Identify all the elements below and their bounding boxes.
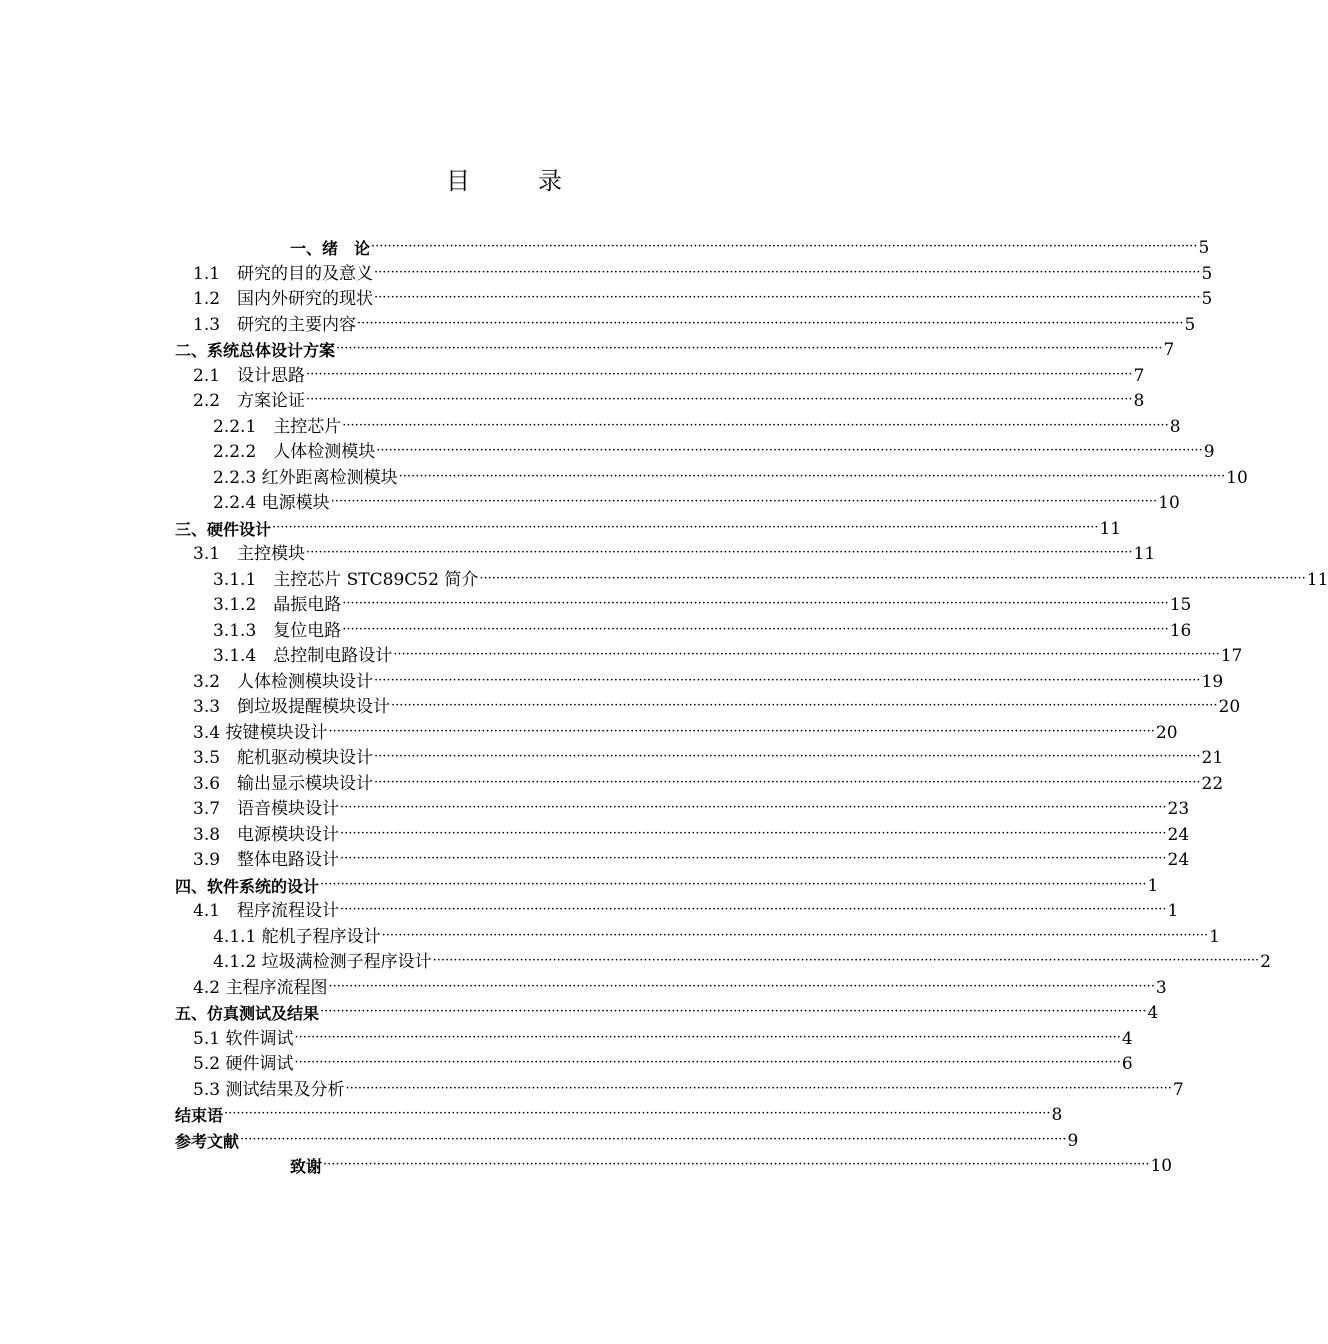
toc-entry-label: 二、系统总体设计方案 bbox=[175, 341, 336, 360]
toc-entry-page-number: 19 bbox=[1201, 671, 1224, 692]
toc-leader-dots: ········································································································································································································ bbox=[294, 1029, 1121, 1045]
toc-entry[interactable] bbox=[213, 440, 1215, 465]
toc-leader-dots: ········································································································································································································ bbox=[342, 596, 1169, 611]
toc-entry[interactable] bbox=[193, 364, 1145, 389]
toc-entry[interactable] bbox=[213, 950, 1271, 975]
toc-entry[interactable] bbox=[193, 542, 1156, 567]
toc-entry-label: 2.1 设计思路 bbox=[193, 365, 306, 386]
toc-leader-dots: ········································································································································································································ bbox=[374, 774, 1201, 790]
toc-leader-dots: ········································································································································································································ bbox=[342, 621, 1169, 637]
toc-entry-label: 结束语 bbox=[175, 1106, 224, 1125]
toc-leader-dots: ········································································································································································································ bbox=[340, 800, 1167, 815]
toc-leader-dots: ········································································································································································································ bbox=[328, 978, 1155, 994]
toc-entry[interactable] bbox=[193, 746, 1224, 771]
toc-entry-label: 3.7 语音模块设计 bbox=[193, 799, 340, 819]
toc-leader-dots: ········································································································································································································ bbox=[306, 366, 1133, 382]
toc-entry-label: 4.1.2 垃圾满检测子程序设计 bbox=[213, 952, 432, 972]
toc-entry-page-number: 2 bbox=[1260, 952, 1271, 972]
toc-entry-page-number: 11 bbox=[1133, 544, 1156, 564]
toc-leader-dots: ········································································································································································································ bbox=[371, 239, 1198, 254]
toc-entry-page-number: 24 bbox=[1167, 824, 1190, 845]
toc-entry-page-number: 23 bbox=[1167, 799, 1190, 819]
toc-entry-page-number: 8 bbox=[1133, 391, 1145, 411]
toc-entry[interactable] bbox=[175, 1129, 1079, 1154]
toc-leader-dots: ········································································································································································································ bbox=[381, 927, 1209, 943]
toc-entry-label: 3.1.1 主控芯片 STC89C52 简介 bbox=[213, 569, 479, 590]
toc-leader-dots: ········································································································································································································ bbox=[306, 545, 1133, 560]
toc-entry-label: 2.2.1 主控芯片 bbox=[213, 416, 342, 437]
toc-entry[interactable] bbox=[175, 1103, 1063, 1128]
toc-entry[interactable] bbox=[193, 695, 1241, 720]
toc-entry-page-number: 1 bbox=[1147, 875, 1159, 896]
toc-leader-dots: ········································································································································································································ bbox=[342, 417, 1169, 433]
toc-entry[interactable] bbox=[175, 517, 1122, 542]
toc-entry-label: 4.1.1 舵机子程序设计 bbox=[213, 926, 381, 947]
toc-entry-page-number: 9 bbox=[1203, 442, 1215, 462]
toc-entry-page-number: 1 bbox=[1209, 926, 1220, 947]
toc-entry-label: 3.1.3 复位电路 bbox=[213, 620, 342, 641]
toc-entry-page-number: 5 bbox=[1184, 314, 1196, 335]
toc-entry[interactable] bbox=[193, 721, 1178, 746]
toc-entry-page-number: 10 bbox=[1150, 1156, 1173, 1176]
toc-entry[interactable] bbox=[193, 670, 1224, 695]
toc-leader-dots: ········································································································································································································ bbox=[224, 1106, 1051, 1121]
toc-entry-label: 5.3 测试结果及分析 bbox=[193, 1079, 345, 1100]
toc-leader-dots: ········································································································································································································ bbox=[393, 647, 1220, 662]
toc-entry[interactable] bbox=[193, 313, 1196, 338]
toc-entry-label: 3.1.4 总控制电路设计 bbox=[213, 646, 393, 666]
toc-entry-page-number: 5 bbox=[1198, 238, 1210, 258]
toc-leader-dots: ········································································································································································································ bbox=[320, 876, 1147, 892]
toc-entry-page-number: 10 bbox=[1226, 467, 1248, 488]
toc-leader-dots: ········································································································································································································ bbox=[432, 953, 1260, 968]
toc-leader-dots: ········································································································································································································ bbox=[398, 468, 1226, 484]
toc-entry-page-number: 11 bbox=[1306, 569, 1328, 590]
toc-entry[interactable] bbox=[213, 644, 1243, 669]
toc-entry[interactable] bbox=[193, 287, 1213, 312]
toc-entry-page-number: 11 bbox=[1099, 518, 1122, 539]
toc-entry-label: 5.2 硬件调试 bbox=[193, 1054, 294, 1074]
toc-leader-dots: ········································································································································································································ bbox=[357, 315, 1184, 331]
toc-entry-page-number: 9 bbox=[1067, 1130, 1079, 1151]
toc-leader-dots: ········································································································································································································ bbox=[336, 341, 1163, 356]
toc-entry-page-number: 4 bbox=[1147, 1003, 1159, 1023]
toc-entry-label: 一、绪 论 bbox=[290, 239, 371, 258]
toc-entry[interactable] bbox=[213, 491, 1180, 516]
toc-entry-label: 3.8 电源模块设计 bbox=[193, 824, 340, 845]
toc-entry-page-number: 7 bbox=[1163, 340, 1175, 360]
toc-leader-dots: ········································································································································································································ bbox=[374, 290, 1201, 305]
toc-entry-label: 5.1 软件调试 bbox=[193, 1028, 294, 1049]
toc-entry-label: 1.1 研究的目的及意义 bbox=[193, 263, 374, 284]
toc-entry[interactable] bbox=[175, 874, 1159, 899]
toc-entry-label: 1.2 国内外研究的现状 bbox=[193, 289, 374, 309]
toc-leader-dots: ········································································································································································································ bbox=[374, 672, 1201, 688]
toc-entry-page-number: 8 bbox=[1051, 1105, 1063, 1125]
toc-entry-page-number: 1 bbox=[1167, 901, 1179, 921]
toc-entry-page-number: 22 bbox=[1201, 773, 1224, 794]
toc-entry-label: 3.2 人体检测模块设计 bbox=[193, 671, 374, 692]
toc-entry-label: 3.3 倒垃圾提醒模块设计 bbox=[193, 697, 391, 717]
toc-entry-page-number: 16 bbox=[1169, 620, 1192, 641]
toc-entry[interactable] bbox=[193, 899, 1179, 924]
toc-leader-dots: ········································································································································································································ bbox=[340, 825, 1167, 841]
toc-entry[interactable] bbox=[290, 236, 1210, 261]
toc-entry[interactable] bbox=[213, 925, 1220, 950]
toc-entry-page-number: 17 bbox=[1220, 646, 1243, 666]
toc-entry-label: 3.9 整体电路设计 bbox=[193, 850, 340, 870]
toc-entry[interactable] bbox=[193, 262, 1213, 287]
toc-entry-label: 3.5 舵机驱动模块设计 bbox=[193, 748, 374, 768]
toc-entry-label: 3.1.2 晶振电路 bbox=[213, 595, 342, 615]
toc-entry-label: 3.6 输出显示模块设计 bbox=[193, 773, 374, 794]
toc-entry[interactable] bbox=[175, 1001, 1159, 1026]
toc-entry[interactable] bbox=[290, 1154, 1173, 1179]
toc-entry[interactable] bbox=[193, 823, 1190, 848]
toc-entry-page-number: 10 bbox=[1158, 493, 1180, 513]
toc-entry[interactable] bbox=[193, 772, 1224, 797]
toc-leader-dots: ········································································································································································································ bbox=[272, 519, 1099, 535]
toc-entry-label: 2.2.2 人体检测模块 bbox=[213, 442, 376, 462]
toc-entry-page-number: 4 bbox=[1121, 1028, 1133, 1049]
toc-leader-dots: ········································································································································································································ bbox=[328, 723, 1155, 739]
page-title: 目 录 bbox=[446, 167, 584, 195]
toc-entry-label: 3.1 主控模块 bbox=[193, 544, 306, 564]
toc-entry-label: 4.2 主程序流程图 bbox=[193, 977, 328, 998]
toc-entry[interactable] bbox=[213, 568, 1328, 593]
toc-entry-label: 致谢 bbox=[290, 1157, 323, 1176]
toc-entry-page-number: 20 bbox=[1218, 697, 1241, 717]
toc-entry-label: 三、硬件设计 bbox=[175, 519, 272, 539]
toc-leader-dots: ········································································································································································································ bbox=[345, 1080, 1172, 1096]
toc-entry-label: 2.2.3 红外距离检测模块 bbox=[213, 467, 398, 488]
toc-leader-dots: ········································································································································································································ bbox=[294, 1055, 1121, 1070]
toc-leader-dots: ········································································································································································································ bbox=[330, 494, 1158, 509]
toc-entry-label: 4.1 程序流程设计 bbox=[193, 901, 340, 921]
toc-entry-page-number: 7 bbox=[1172, 1079, 1184, 1100]
toc-entry-label: 1.3 研究的主要内容 bbox=[193, 314, 357, 335]
toc-entry-page-number: 3 bbox=[1155, 977, 1167, 998]
toc-leader-dots: ········································································································································································································ bbox=[376, 443, 1203, 458]
toc-leader-dots: ········································································································································································································ bbox=[306, 392, 1133, 407]
toc-entry[interactable] bbox=[175, 338, 1175, 363]
toc-entry[interactable] bbox=[193, 1027, 1133, 1052]
toc-entry-page-number: 6 bbox=[1121, 1054, 1133, 1074]
toc-leader-dots: ········································································································································································································ bbox=[479, 570, 1306, 586]
toc-entry[interactable] bbox=[213, 415, 1181, 440]
toc-entry-label: 3.4 按键模块设计 bbox=[193, 722, 328, 743]
toc-entry-page-number: 24 bbox=[1167, 850, 1190, 870]
toc-leader-dots: ········································································································································································································ bbox=[374, 264, 1201, 280]
toc-entry[interactable] bbox=[193, 1078, 1184, 1103]
toc-entry-page-number: 7 bbox=[1133, 365, 1145, 386]
toc-entry[interactable] bbox=[193, 976, 1167, 1001]
toc-leader-dots: ········································································································································································································ bbox=[374, 749, 1201, 764]
toc-leader-dots: ········································································································································································································ bbox=[240, 1131, 1067, 1147]
toc-leader-dots: ········································································································································································································ bbox=[320, 1004, 1147, 1019]
toc-entry-label: 四、软件系统的设计 bbox=[175, 876, 320, 896]
toc-leader-dots: ········································································································································································································ bbox=[340, 851, 1167, 866]
toc-leader-dots: ········································································································································································································ bbox=[340, 902, 1167, 917]
toc-entry-label: 参考文献 bbox=[175, 1131, 240, 1151]
toc-entry-page-number: 8 bbox=[1169, 416, 1181, 437]
toc-entry-page-number: 5 bbox=[1201, 263, 1213, 284]
toc-entry-page-number: 20 bbox=[1155, 722, 1178, 743]
toc-entry-page-number: 15 bbox=[1169, 595, 1192, 615]
toc-entry[interactable] bbox=[213, 466, 1248, 491]
toc-entry[interactable] bbox=[193, 389, 1145, 414]
toc-leader-dots: ········································································································································································································ bbox=[323, 1157, 1150, 1172]
toc-entry[interactable] bbox=[213, 593, 1192, 618]
toc-entry[interactable] bbox=[193, 1052, 1133, 1077]
toc-entry-page-number: 21 bbox=[1201, 748, 1224, 768]
toc-entry-page-number: 5 bbox=[1201, 289, 1213, 309]
toc-entry-label: 2.2.4 电源模块 bbox=[213, 493, 330, 513]
toc-leader-dots: ········································································································································································································ bbox=[391, 698, 1218, 713]
toc-entry-label: 五、仿真测试及结果 bbox=[175, 1004, 320, 1023]
toc-entry[interactable] bbox=[213, 619, 1192, 644]
toc-entry[interactable] bbox=[193, 848, 1190, 873]
toc-entry[interactable] bbox=[193, 797, 1190, 822]
toc-entry-label: 2.2 方案论证 bbox=[193, 391, 306, 411]
